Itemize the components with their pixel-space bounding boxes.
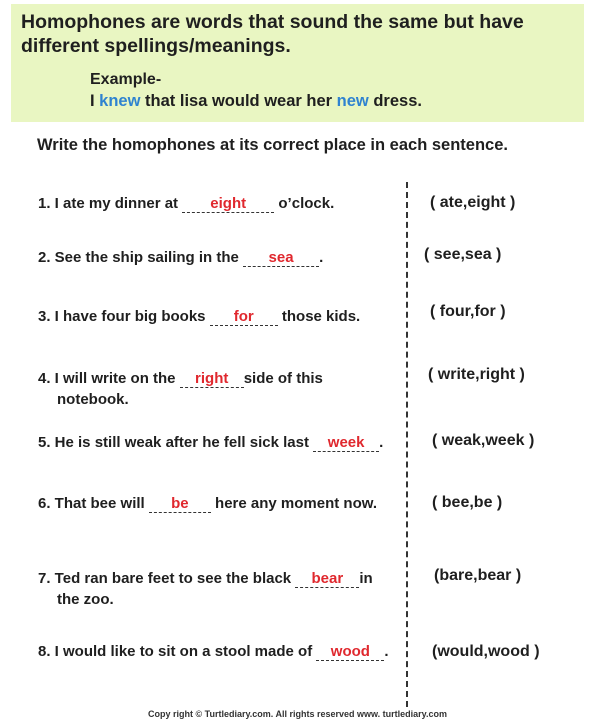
question-1-answer: eight xyxy=(182,195,274,213)
example-sentence xyxy=(90,92,422,111)
question-6-before: 6. That bee will xyxy=(38,495,145,512)
example-part-1: I xyxy=(90,92,100,110)
example-highlight-knew: knew xyxy=(99,92,141,110)
definition-text xyxy=(21,10,581,58)
question-4 xyxy=(38,368,323,389)
question-7-answer: bear xyxy=(295,570,359,588)
question-8-after: . xyxy=(384,643,389,660)
question-8 xyxy=(38,641,389,662)
question-4-before: 4. I will write on the xyxy=(38,370,176,387)
question-4-answer: right xyxy=(180,370,244,388)
question-6-answer: be xyxy=(149,495,211,513)
question-1-choices: ( ate,eight ) xyxy=(430,194,516,211)
definition-line-1: Homophones are words that sound the same but have xyxy=(21,11,524,33)
definition-line-2: different spellings/meanings. xyxy=(21,35,291,57)
question-2-choices: ( see,sea ) xyxy=(424,246,502,263)
question-6-choices: ( bee,be ) xyxy=(432,494,503,511)
question-1-after: o’clock. xyxy=(278,195,335,212)
question-4-choices: ( write,right ) xyxy=(428,366,525,383)
example-label: Example- xyxy=(90,71,162,88)
question-7-choices: (bare,bear ) xyxy=(434,567,522,584)
question-4-line-2: notebook. xyxy=(57,391,129,408)
question-4-after: side of this xyxy=(243,370,323,387)
question-7 xyxy=(38,568,373,589)
question-7-after: in xyxy=(359,570,373,587)
example-part-2: that lisa would wear her xyxy=(140,92,337,110)
question-8-answer: wood xyxy=(316,643,384,661)
question-3-before: 3. I have four big books xyxy=(38,308,206,325)
example-highlight-new: new xyxy=(336,92,369,110)
question-5-choices: ( weak,week ) xyxy=(432,432,535,449)
question-7-line-2: the zoo. xyxy=(57,591,114,608)
question-8-before: 8. I would like to sit on a stool made of xyxy=(38,643,313,660)
question-1-before: 1. I ate my dinner at xyxy=(38,195,179,212)
instructions: Write the homophones at its correct place in each sentence. xyxy=(37,136,508,154)
question-1 xyxy=(38,193,334,214)
question-2-after: . xyxy=(319,249,324,266)
question-3-after: those kids. xyxy=(281,308,361,325)
question-5-before: 5. He is still weak after he fell sick last xyxy=(38,434,309,451)
question-5-answer: week xyxy=(313,434,379,452)
question-3-choices: ( four,for ) xyxy=(430,303,506,320)
column-divider xyxy=(406,182,408,707)
question-8-choices: (would,wood ) xyxy=(432,643,540,660)
question-2 xyxy=(38,247,323,268)
copyright-footer: Copy right © Turtlediary.com. All rights reserved www. turtlediary.com xyxy=(147,709,448,719)
question-6-after: here any moment now. xyxy=(215,495,378,512)
question-5 xyxy=(38,432,383,453)
question-3-answer: for xyxy=(210,308,278,326)
question-7-before: 7. Ted ran bare feet to see the black xyxy=(38,570,292,587)
example-part-3: dress. xyxy=(368,92,422,110)
question-2-answer: sea xyxy=(243,249,319,267)
question-6 xyxy=(38,493,377,514)
question-5-after: . xyxy=(379,434,384,451)
question-3 xyxy=(38,306,360,327)
question-2-before: 2. See the ship sailing in the xyxy=(38,249,239,266)
